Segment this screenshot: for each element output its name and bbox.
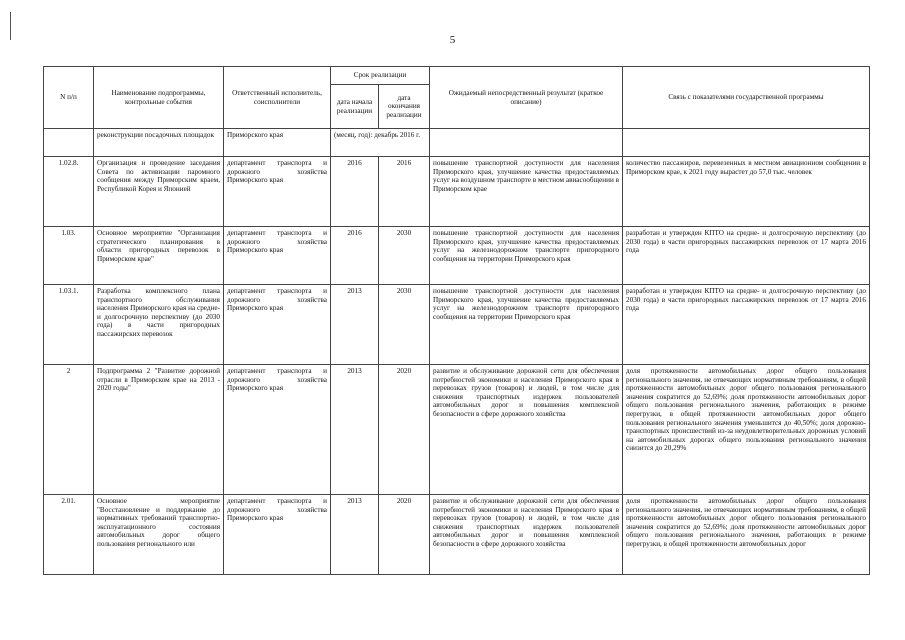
- row-end: 2016: [379, 157, 430, 227]
- row-executor: департамент транспорта и дорожного хозяйства Приморского края: [224, 285, 331, 365]
- row-link: доля протяженности автомобильных дорог общего пользования регионального значения, не отвечающих нормативным требованиям, в общей протяженности автомобильных дорог общего пользования регионального значения сократится до 52,69%; доля протяженности автомобильных дорог общего пользования регионального значения, работающих в режиме перегрузки, в общей протяженности автомобильных дорог общего пользования регионального значения уменьшится до 40,50%; доля дорожно-транспортных происшествий из-за неудовлетворительных дорожных условий на автомобильных дорогах общего пользования регионального значения снизится до 20,29%: [623, 365, 870, 495]
- row-executor: департамент транспорта и дорожного хозяйства Приморского края: [224, 157, 331, 227]
- row-start: 2013: [331, 495, 379, 575]
- row-num: [44, 129, 94, 157]
- row-start: 2013: [331, 285, 379, 365]
- row-executor: Приморского края: [224, 129, 331, 157]
- row-end: 2030: [379, 285, 430, 365]
- row-link: доля протяженности автомобильных дорог общего пользования регионального значения, не отвечающих нормативным требованиям, в общей протяженности автомобильных дорог общего пользования регионального значения сократится до 52,69%; доля протяженности автомобильных дорог общего пользования регионального значения, работающих в режиме перегрузки, в общей протяженности автомобильных дорог: [623, 495, 870, 575]
- row-link: разработан и утвержден КПТО на средне- и долгосрочную перспективу (до 2030 года) в части пригородных пассажирских перевозок от 17 марта 2016 года: [623, 285, 870, 365]
- row-end: 2030: [379, 227, 430, 285]
- row-name: Основное мероприятие "Организация стратегического планирования в области пригородных перевозок в Приморском крае": [94, 227, 224, 285]
- header-link: Связь с показателями государственной программы: [623, 67, 870, 129]
- row-link: разработан и утвержден КПТО на средне- и долгосрочную перспективу (до 2030 года) в части пригородных пассажирских перевозок от 17 марта 2016 года: [623, 227, 870, 285]
- page-number: 5: [449, 34, 456, 46]
- row-result: развитие и обслуживание дорожной сети для обеспечения потребностей экономики и населения Приморского края в перевозках грузов (товаров) и людей, в том числе для снижения транспортных издержек пользователей автомобильных дорог и повышения комплексной безопасности в сфере дорожного хозяйства: [430, 365, 623, 495]
- header-end: дата окончания реализации: [379, 85, 430, 129]
- row-link: количество пассажиров, перевезенных в местном авиационном сообщении в Приморском крае, к 2021 году вырастет до 57,0 тыс. человек: [623, 157, 870, 227]
- row-result: повышение транспортной доступности для населения Приморского края, улучшение качества предоставляемых услуг на воздушном транспорте в местном авиасообщении в Приморском крае: [430, 157, 623, 227]
- row-name: Основное мероприятие "Восстановление и поддержание до нормативных требований транспортно-эксплуатационного состояния автомобильных дорог общего пользования регионального или: [94, 495, 224, 575]
- row-result: повышение транспортной доступности для населения Приморского края, улучшение качества предоставляемых услуг на железнодорожном транспорте пригородного сообщения на территории Приморского края: [430, 285, 623, 365]
- row-link: [623, 129, 870, 157]
- header-name: Наименование подпрограммы, контрольные события: [94, 67, 224, 129]
- row-num: 2.01.: [44, 495, 94, 575]
- table-row: [44, 129, 870, 157]
- row-executor: департамент транспорта и дорожного хозяйства Приморского края: [224, 495, 331, 575]
- table-row: [44, 157, 870, 227]
- row-end: 2020: [379, 495, 430, 575]
- row-name: реконструкции посадочных площадок: [94, 129, 224, 157]
- row-result: развитие и обслуживание дорожной сети для обеспечения потребностей экономики и населения Приморского края в перевозках грузов (товаров) и людей, в том числе для снижения транспортных издержек пользователей автомобильных дорог и повышения комплексной безопасности в сфере дорожного хозяйства: [430, 495, 623, 575]
- table-row: [44, 495, 870, 575]
- row-executor: департамент транспорта и дорожного хозяйства Приморского края: [224, 365, 331, 495]
- row-period: (месяц, год): декабрь 2016 г.: [331, 129, 430, 157]
- row-name: Подпрограмма 2 "Развитие дорожной отрасли в Приморском крае на 2013 - 2020 годы": [94, 365, 224, 495]
- table-row: [44, 227, 870, 285]
- program-table: [43, 66, 870, 575]
- row-num: 2: [44, 365, 94, 495]
- row-num: 1.02.8.: [44, 157, 94, 227]
- row-result: [430, 129, 623, 157]
- header-period: Срок реализации: [331, 67, 430, 85]
- table-row: [44, 365, 870, 495]
- row-start: 2016: [331, 157, 379, 227]
- row-name: Организация и проведение заседания Совета по активизации паромного сообщения между Приморским краем, Республикой Корея и Японией: [94, 157, 224, 227]
- header-result: Ожидаемый непосредственный результат (краткое описание): [430, 67, 623, 129]
- header-num: N п/п: [44, 67, 94, 129]
- row-start: 2013: [331, 365, 379, 495]
- row-executor: департамент транспорта и дорожного хозяйства Приморского края: [224, 227, 331, 285]
- row-num: 1.03.1.: [44, 285, 94, 365]
- row-result: повышение транспортной доступности для населения Приморского края, улучшение качества предоставляемых услуг на железнодорожном транспорте пригородного сообщения на территории Приморского края: [430, 227, 623, 285]
- row-num: 1.03.: [44, 227, 94, 285]
- table-row: [44, 285, 870, 365]
- row-end: 2020: [379, 365, 430, 495]
- header-start: дата начала реализации: [331, 85, 379, 129]
- header-executor: Ответственный исполнитель, соисполнители: [224, 67, 331, 129]
- row-start: 2016: [331, 227, 379, 285]
- row-name: Разработка комплексного плана транспортного обслуживания населения Приморского края на средне- и долгосрочную перспективу (до 2030 года) в части пригородных пассажирских перевозок: [94, 285, 224, 365]
